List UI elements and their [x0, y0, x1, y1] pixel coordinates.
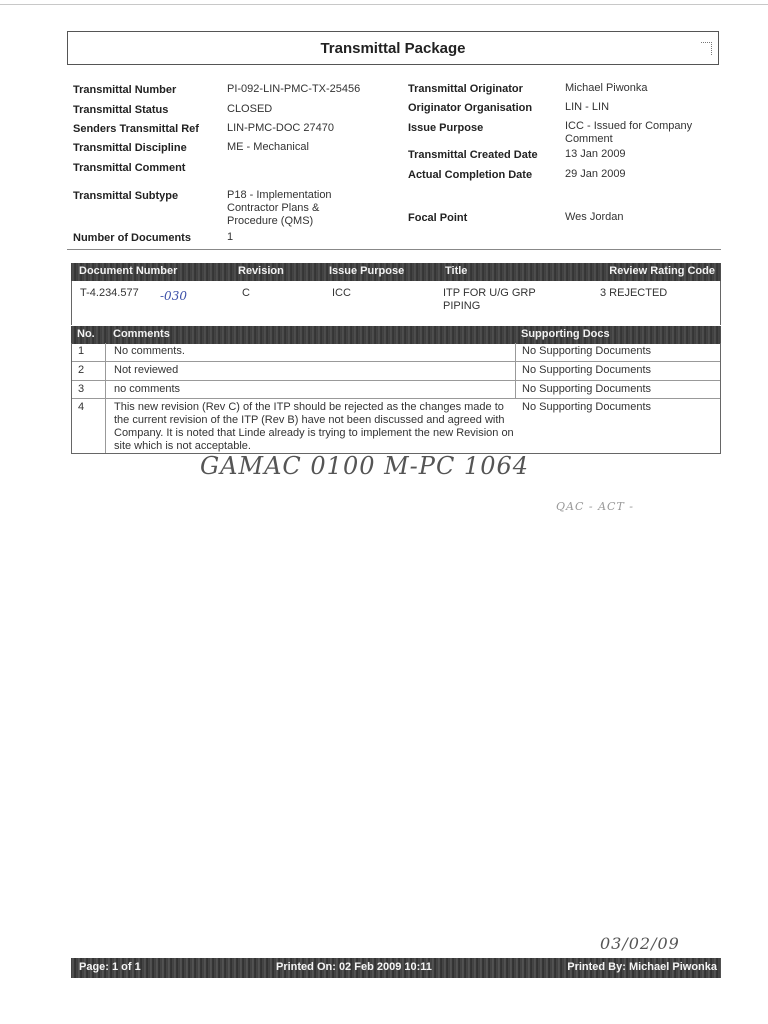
transmittal-number-label: Transmittal Number	[73, 84, 177, 96]
discipline-value: ME - Mechanical	[227, 141, 309, 153]
col-no: No.	[77, 328, 95, 340]
transmittal-number-value: PI-092-LIN-PMC-TX-25456	[227, 83, 361, 95]
table-row	[72, 361, 720, 380]
table-row	[72, 343, 720, 361]
column-divider	[105, 343, 106, 361]
comments-table	[71, 343, 721, 454]
column-divider	[105, 399, 106, 453]
col-review-rating: Review Rating Code	[609, 265, 715, 277]
doc-number: T-4.234.577	[80, 287, 139, 299]
comment-text: Not reviewed	[114, 364, 179, 376]
col-revision: Revision	[238, 265, 284, 277]
comment-no: 2	[78, 364, 85, 376]
col-title: Title	[445, 265, 468, 277]
doc-title: ITP FOR U/G GRP PIPING	[443, 287, 536, 312]
completion-date-label: Actual Completion Date	[408, 169, 533, 181]
comment-support: No Supporting Documents	[522, 401, 652, 413]
transmittal-status-label: Transmittal Status	[73, 104, 169, 116]
focal-point-value: Wes Jordan	[565, 211, 624, 223]
corner-mark	[701, 42, 712, 55]
doc-purpose: ICC	[332, 287, 351, 299]
table-row	[72, 380, 720, 398]
transmittal-status-value: CLOSED	[227, 103, 273, 115]
column-divider	[105, 381, 106, 398]
footer-bar	[71, 958, 721, 978]
comment-label: Transmittal Comment	[73, 162, 186, 174]
comment-text: This new revision (Rev C) of the ITP should be rejected as the changes made to the current revision of the ITP (Rev B) have not been discussed and agreed with Company. It is noted that Linde already is trying to implement the new Revision on site which is not acceptable.	[114, 401, 514, 452]
handwritten-note: QAC - ACT -	[556, 500, 634, 513]
col-supporting-docs: Supporting Docs	[521, 328, 610, 340]
footer-printed-on: Printed On: 02 Feb 2009 10:11	[276, 961, 432, 973]
table-row	[72, 398, 720, 453]
created-date-value: 13 Jan 2009	[565, 148, 626, 160]
num-documents-label: Number of Documents	[73, 232, 191, 244]
comment-no: 3	[78, 383, 85, 395]
subtype-value: P18 - Implementation Contractor Plans & Procedure (QMS)	[227, 189, 332, 227]
organisation-value: LIN - LIN	[565, 101, 610, 113]
comment-support: No Supporting Documents	[522, 345, 652, 357]
comment-no: 4	[78, 401, 85, 413]
section-divider	[67, 249, 721, 250]
originator-value: Michael Piwonka	[565, 82, 648, 94]
focal-point-label: Focal Point	[408, 212, 468, 224]
title-box	[67, 31, 719, 65]
subtype-label: Transmittal Subtype	[73, 190, 179, 202]
col-document-number: Document Number	[79, 265, 178, 277]
comments-header-bar	[71, 326, 721, 344]
column-divider	[515, 362, 516, 380]
top-rule	[0, 4, 768, 5]
comment-text: No comments.	[114, 345, 185, 357]
num-documents-value: 1	[227, 231, 234, 243]
organisation-label: Originator Organisation	[408, 102, 533, 114]
handwritten-date: 03/02/09	[600, 934, 680, 953]
originator-label: Transmittal Originator	[408, 83, 523, 95]
senders-ref-label: Senders Transmittal Ref	[73, 123, 199, 135]
doc-rating: 3 REJECTED	[600, 287, 668, 299]
col-issue-purpose: Issue Purpose	[329, 265, 405, 277]
table-row	[71, 281, 721, 325]
doc-number-handwritten: -030	[160, 289, 187, 303]
issue-purpose-label: Issue Purpose	[408, 122, 484, 134]
footer-printed-by: Printed By: Michael Piwonka	[567, 961, 717, 973]
documents-header-bar	[71, 263, 721, 281]
comment-support: No Supporting Documents	[522, 364, 652, 376]
handwritten-reference: GAMAC 0100 M-PC 1064	[200, 452, 530, 480]
issue-purpose-value: ICC - Issued for Company Comment	[565, 120, 693, 145]
doc-revision: C	[242, 287, 250, 299]
created-date-label: Transmittal Created Date	[408, 149, 538, 161]
discipline-label: Transmittal Discipline	[73, 142, 187, 154]
senders-ref-value: LIN-PMC-DOC 27470	[227, 122, 334, 134]
column-divider	[515, 343, 516, 361]
comment-text: no comments	[114, 383, 181, 395]
completion-date-value: 29 Jan 2009	[565, 168, 626, 180]
footer-page: Page: 1 of 1	[79, 961, 141, 973]
column-divider	[105, 362, 106, 380]
column-divider	[515, 381, 516, 398]
comment-no: 1	[78, 345, 85, 357]
comment-support: No Supporting Documents	[522, 383, 652, 395]
col-comments: Comments	[113, 328, 170, 340]
page-title: Transmittal Package	[320, 40, 466, 57]
